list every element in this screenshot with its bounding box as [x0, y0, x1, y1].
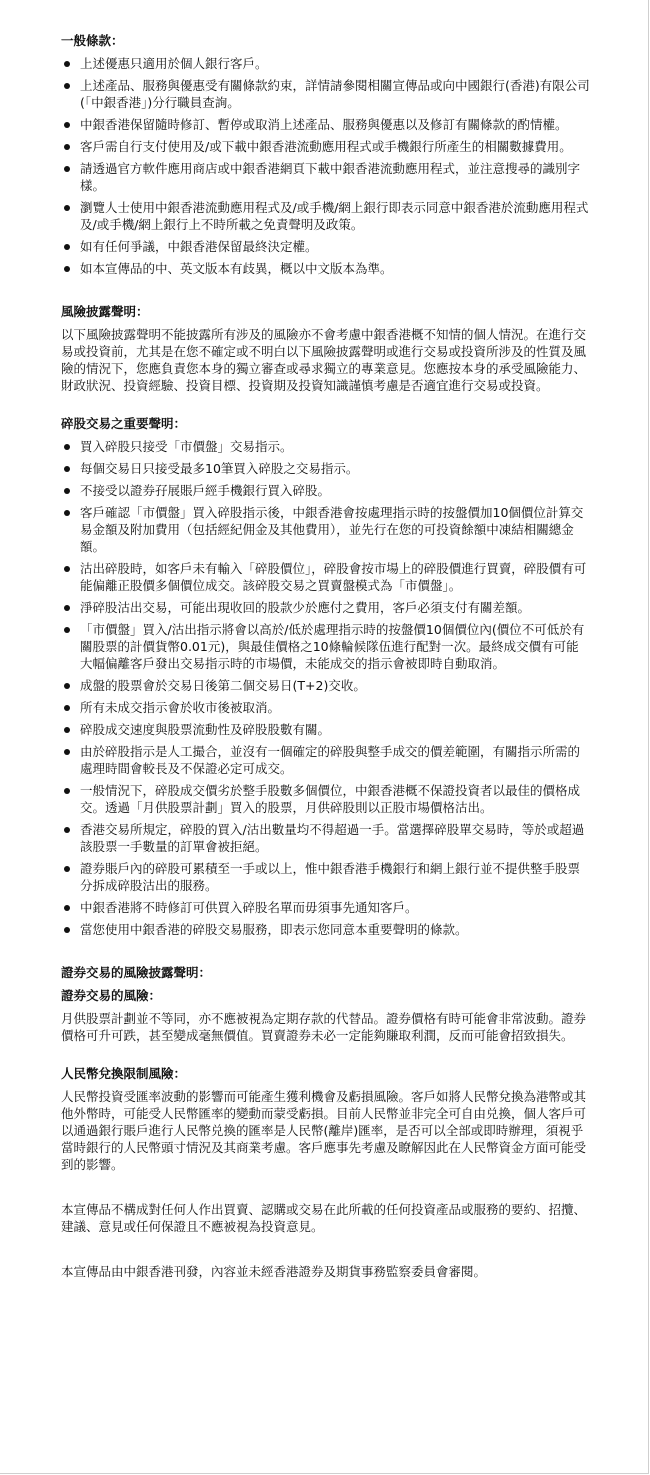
list-item: 中銀香港保留隨時修訂、暫停或取消上述產品、服務與優惠以及修訂有關條款的酌情權。	[61, 116, 591, 133]
list-item: 由於碎股指示是人工撮合，並沒有一個確定的碎股與整手成交的價差範圍，有關指示所需的處理時間會較長及不保證必定可成交。	[61, 743, 591, 777]
list-item: 如本宣傳品的中、英文版本有歧異，概以中文版本為準。	[61, 260, 591, 277]
list-item: 一般情況下，碎股成交價劣於整手股數多個價位，中銀香港概不保證投資者以最佳的價格成交。透過「月供股票計劃」買入的股票，月供碎股則以正股市場價格沽出。	[61, 782, 591, 816]
rmb-risk-text: 人民幣投資受匯率波動的影響而可能產生獲利機會及虧損風險。客戶如將人民幣兌換為港幣或其他外幣時，可能受人民幣匯率的變動而蒙受虧損。目前人民幣並非完全可自由兑換，個人客戶可以通過銀行賬戶進行人民幣兑換的匯率是人民幣(離岸)匯率，是否可以全部或即時辦理，須視乎當時銀行的人民幣頭寸情況及其商業考慮。客戶應事先考慮及瞭解因此在人民幣資金方面可能受到的影響。	[61, 1089, 587, 1172]
general-terms-heading: 一般條款：	[61, 33, 124, 48]
odd-lot-list	[61, 438, 591, 938]
list-item: 客戶確認「市價盤」買入碎股指示後，中銀香港會按處理指示時的按盤價加10個價位計算交易金額及附加費用（包括經紀佣金及其他費用），並先行在您的可投資餘額中凍結相關總金額。	[61, 504, 591, 555]
list-item: 客戶需自行支付使用及/或下載中銀香港流動應用程式或手機銀行所產生的相關數據費用。	[61, 138, 591, 155]
list-item: 不接受以證券孖展賬戶經手機銀行買入碎股。	[61, 482, 591, 499]
publisher-statement: 本宣傳品由中銀香港刊發，內容並未經香港證券及期貨事務監察委員會審閱。	[61, 1264, 487, 1279]
list-item: 「市價盤」買入/沽出指示將會以高於/低於處理指示時的按盤價10個價位內(價位不可低於有關股票的計價貨幣0.01元)，與最佳價格之10條輪候隊伍進行配對一次。最終成交價有可能大幅偏離客戶發出交易指示時的市場價，未能成交的指示會被即時自動取消。	[61, 621, 591, 672]
investment-disclaimer: 本宣傳品不構成對任何人作出買賣、認購或交易在此所載的任何投資產品或服務的要約、招攬、建議、意見或任何保證且不應被視為投資意見。	[61, 1202, 587, 1234]
general-terms-list	[61, 55, 591, 277]
list-item: 中銀香港將不時修訂可供買入碎股名單而毋須事先通知客戶。	[61, 899, 591, 916]
securities-risk-heading: 證券交易的風險披露聲明：	[61, 965, 212, 980]
securities-risk-text: 月供股票計劃並不等同，亦不應被視為定期存款的代替品。證券價格有時可能會非常波動。證券價格可升可跌，甚至變成毫無價值。買賣證券未必一定能夠賺取利潤，反而可能會招致損失。	[61, 1011, 587, 1043]
terms-content	[61, 32, 591, 1280]
list-item: 所有未成交指示會於收市後被取消。	[61, 699, 591, 716]
list-item: 如有任何爭議，中銀香港保留最終決定權。	[61, 238, 591, 255]
risk-disclosure-text: 以下風險披露聲明不能披露所有涉及的風險亦不會考慮中銀香港概不知情的個人情況。在進行交易或投資前，尤其是在您不確定或不明白以下風險披露聲明或進行交易或投資所涉及的性質及風險的情況下，您應負責您本身的獨立審查或尋求獨立的專業意見。您應按本身的承受風險能力、財政狀況、投資經驗、投資目標、投資期及投資知識謹慎考慮是否適宜進行交易或投資。	[61, 327, 587, 393]
risk-disclosure-heading: 風險披露聲明：	[61, 304, 149, 319]
list-item: 沽出碎股時，如客戶未有輸入「碎股價位」，碎股會按市場上的碎股價進行買賣，碎股價有可能偏離正股價多個價位成交。該碎股交易之買賣盤模式為「市價盤」。	[61, 560, 591, 594]
list-item: 證券賬戶內的碎股可累積至一手或以上，惟中銀香港手機銀行和網上銀行並不提供整手股票分拆成碎股沽出的服務。	[61, 860, 591, 894]
securities-risk-subheading: 證券交易的風險：	[61, 988, 162, 1003]
rmb-risk-heading: 人民幣兌換限制風險：	[61, 1066, 187, 1081]
list-item: 淨碎股沽出交易，可能出現收回的股款少於應付之費用，客戶必須支付有關差額。	[61, 599, 591, 616]
list-item: 成盤的股票會於交易日後第二個交易日(T+2)交收。	[61, 677, 591, 694]
list-item: 當您使用中銀香港的碎股交易服務，即表示您同意本重要聲明的條款。	[61, 921, 591, 938]
list-item: 香港交易所規定，碎股的買入/沽出數量均不得超過一手。當選擇碎股單交易時，等於或超過該股票一手數量的訂單會被拒絕。	[61, 821, 591, 855]
list-item: 請透過官方軟件應用商店或中銀香港網頁下載中銀香港流動應用程式，並注意搜尋的識別字樣。	[61, 160, 591, 194]
list-item: 買入碎股只接受「市價盤」交易指示。	[61, 438, 591, 455]
list-item: 碎股成交速度與股票流動性及碎股股數有關。	[61, 721, 591, 738]
list-item: 上述產品、服務與優惠受有關條款約束，詳情請參閱相關宣傳品或向中國銀行(香港)有限公司(「中銀香港」)分行職員查詢。	[61, 77, 591, 111]
list-item: 上述優惠只適用於個人銀行客戶。	[61, 55, 591, 72]
odd-lot-heading: 碎股交易之重要聲明：	[61, 416, 187, 431]
list-item: 瀏覽人士使用中銀香港流動應用程式及/或手機/網上銀行即表示同意中銀香港於流動應用程式及/或手機/網上銀行上不時所載之免責聲明及政策。	[61, 199, 591, 233]
list-item: 每個交易日只接受最多10筆買入碎股之交易指示。	[61, 460, 591, 477]
